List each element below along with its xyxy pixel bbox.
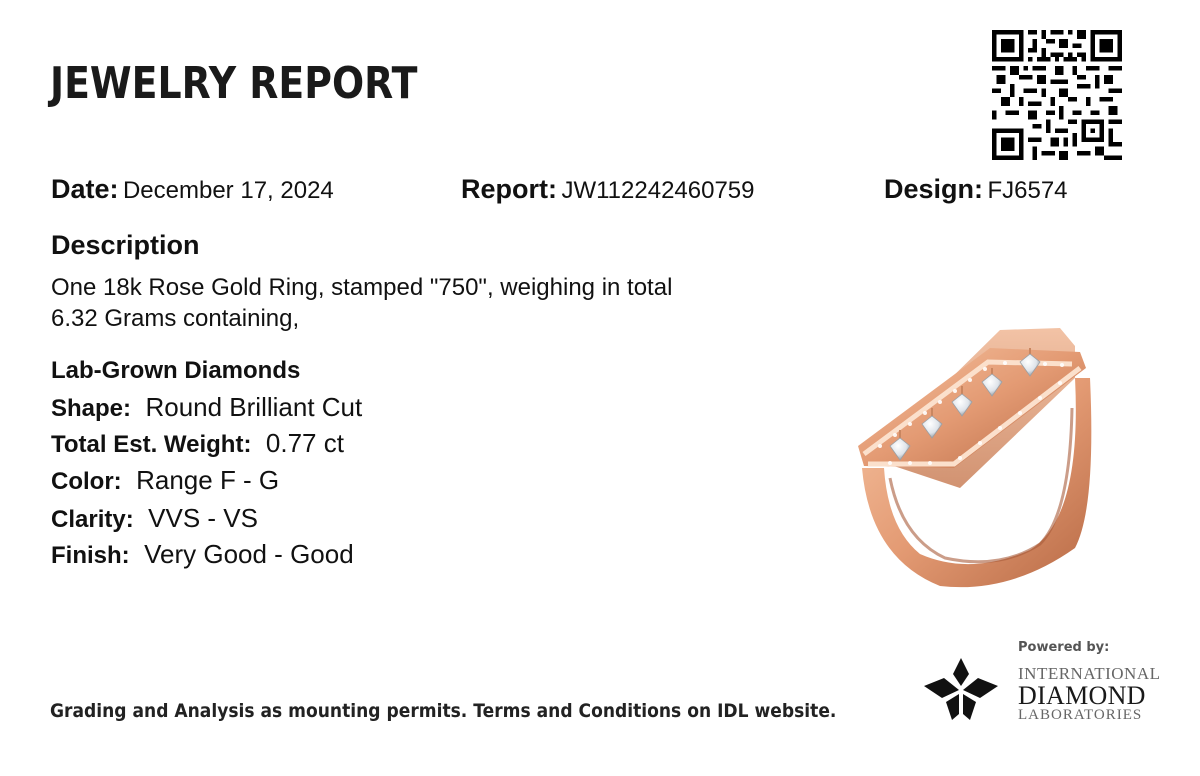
design-field — [884, 174, 1068, 205]
clarity-row — [51, 503, 258, 534]
color-row — [51, 465, 279, 496]
qr-code-icon — [992, 30, 1122, 160]
color-value: Range F - G — [136, 465, 280, 495]
weight-label: Total Est. Weight: — [51, 431, 252, 458]
terms-note: Grading and Analysis as mounting permits. Terms and Conditions on IDL website. — [50, 700, 837, 722]
clarity-label: Clarity: — [51, 506, 134, 533]
description-line-1: One 18k Rose Gold Ring, stamped "750", weighing in total — [51, 274, 673, 301]
shape-label: Shape: — [51, 395, 132, 422]
description-heading: Description — [51, 230, 200, 260]
shape-row — [51, 392, 362, 423]
finish-label: Finish: — [51, 542, 130, 569]
rose-gold-ring-photo — [850, 318, 1110, 594]
description-text — [51, 272, 811, 334]
weight-row — [51, 428, 344, 459]
report-field — [461, 174, 755, 205]
finish-value: Very Good - Good — [144, 539, 354, 569]
report-title: JEWELRY REPORT — [50, 58, 418, 109]
date-field — [51, 174, 334, 205]
logo-text-diamond: DIAMOND — [1018, 681, 1146, 710]
logo-text-international: INTERNATIONAL — [1018, 664, 1161, 683]
date-value: December 17, 2024 — [122, 177, 334, 204]
report-label: Report: — [461, 174, 557, 204]
design-code: FJ6574 — [987, 177, 1068, 204]
report-number: JW112242460759 — [561, 177, 755, 204]
design-label: Design: — [884, 174, 984, 204]
clarity-value: VVS - VS — [148, 503, 258, 533]
date-label: Date: — [51, 174, 119, 204]
shape-value: Round Brilliant Cut — [145, 392, 363, 422]
weight-value: 0.77 ct — [265, 428, 344, 458]
description-line-2: 6.32 Grams containing, — [51, 305, 300, 332]
color-label: Color: — [51, 468, 122, 495]
idl-logo-mark-icon — [922, 656, 1000, 722]
logo-text-laboratories: LABORATORIES — [1018, 707, 1143, 723]
finish-row — [51, 539, 354, 570]
diamonds-heading: Lab-Grown Diamonds — [51, 357, 301, 384]
powered-by-label: Powered by: — [1018, 640, 1110, 655]
